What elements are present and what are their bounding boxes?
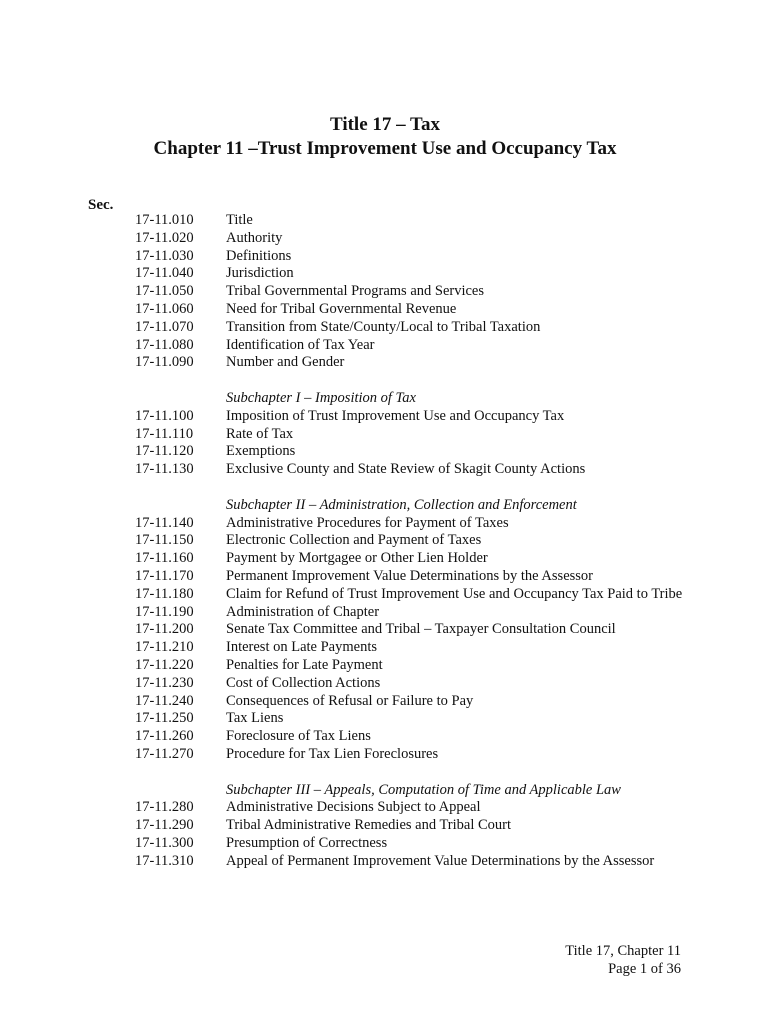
section-title: Exclusive County and State Review of Skagit County Actions	[226, 461, 586, 478]
section-title: Consequences of Refusal or Failure to Pay	[226, 692, 474, 709]
toc-entry	[0, 799, 770, 817]
toc-entry	[0, 693, 770, 711]
sec-label: Sec.	[88, 197, 114, 213]
section-number: 17-11.190	[135, 603, 194, 620]
subchapter-1-heading: Subchapter I – Imposition of Tax	[226, 389, 416, 406]
toc-entry	[0, 337, 770, 355]
footer-chapter: Title 17, Chapter 11	[565, 943, 681, 959]
toc-entry	[0, 283, 770, 301]
section-number: 17-11.170	[135, 567, 194, 584]
subchapter-2-heading: Subchapter II – Administration, Collection and Enforcement	[226, 496, 577, 513]
section-title: Definitions	[226, 247, 292, 264]
section-title: Foreclosure of Tax Liens	[226, 728, 371, 745]
toc-entry	[0, 604, 770, 622]
section-number: 17-11.120	[135, 443, 194, 460]
toc-entry	[0, 817, 770, 835]
toc-entry	[0, 621, 770, 639]
spacer	[0, 372, 770, 390]
section-title: Need for Tribal Governmental Revenue	[226, 300, 457, 317]
section-title: Tax Liens	[226, 710, 284, 727]
section-title: Tribal Administrative Remedies and Tribal Court	[226, 817, 512, 834]
toc-entry	[0, 550, 770, 568]
section-number: 17-11.210	[135, 639, 194, 656]
toc-entry	[0, 319, 770, 337]
toc-entry	[0, 835, 770, 853]
footer-page-number: Page 1 of 36	[608, 961, 681, 977]
toc-entry	[0, 230, 770, 248]
spacer	[0, 479, 770, 497]
section-title: Payment by Mortgagee or Other Lien Holder	[226, 550, 488, 567]
section-number: 17-11.290	[135, 817, 194, 834]
section-title: Identification of Tax Year	[226, 336, 375, 353]
section-title: Administration of Chapter	[226, 603, 380, 620]
toc-entry	[0, 248, 770, 266]
toc-entry	[0, 461, 770, 479]
toc-entry	[0, 426, 770, 444]
title-line-1: Title 17 – Tax	[330, 114, 440, 135]
section-number: 17-11.070	[135, 318, 194, 335]
toc-entry	[0, 728, 770, 746]
section-number: 17-11.140	[135, 514, 194, 531]
toc-group-subchapter-1	[0, 408, 770, 479]
section-title: Permanent Improvement Value Determinations by the Assessor	[226, 567, 593, 584]
toc-group-general	[0, 212, 770, 372]
section-title: Interest on Late Payments	[226, 639, 377, 656]
section-number: 17-11.080	[135, 336, 194, 353]
toc-group-subchapter-2	[0, 515, 770, 764]
section-title: Title	[226, 212, 253, 228]
section-title: Number and Gender	[226, 354, 345, 371]
section-title: Presumption of Correctness	[226, 834, 388, 851]
section-number: 17-11.060	[135, 300, 194, 317]
section-number: 17-11.150	[135, 532, 194, 549]
section-number: 17-11.020	[135, 229, 194, 246]
toc-entry	[0, 408, 770, 426]
section-number: 17-11.230	[135, 674, 194, 691]
toc-entry	[0, 853, 770, 871]
section-number: 17-11.270	[135, 745, 194, 762]
section-title: Jurisdiction	[226, 265, 294, 282]
section-number: 17-11.310	[135, 852, 194, 869]
section-title: Exemptions	[226, 443, 296, 460]
toc-group-subchapter-3	[0, 799, 770, 870]
section-title: Rate of Tax	[226, 425, 294, 442]
spacer	[0, 764, 770, 782]
toc-entry	[0, 746, 770, 764]
section-number: 17-11.050	[135, 283, 194, 300]
section-title: Imposition of Trust Improvement Use and Occupancy Tax	[226, 407, 565, 424]
section-number: 17-11.250	[135, 710, 194, 727]
toc-entry	[0, 515, 770, 533]
section-title: Authority	[226, 229, 283, 246]
toc-entry	[0, 639, 770, 657]
table-of-contents	[0, 212, 770, 870]
section-number: 17-11.300	[135, 834, 194, 851]
section-number: 17-11.130	[135, 461, 194, 478]
section-title: Senate Tax Committee and Tribal – Taxpayer Consultation Council	[226, 621, 616, 638]
section-title: Procedure for Tax Lien Foreclosures	[226, 745, 439, 762]
toc-entry	[0, 675, 770, 693]
section-number: 17-11.110	[135, 425, 194, 442]
toc-entry	[0, 710, 770, 728]
section-number: 17-11.040	[135, 265, 194, 282]
toc-entry	[0, 265, 770, 283]
section-title: Claim for Refund of Trust Improvement Use and Occupancy Tax Paid to Tribe	[226, 585, 683, 602]
section-title: Tribal Governmental Programs and Services	[226, 283, 484, 300]
section-number: 17-11.240	[135, 692, 194, 709]
section-number: 17-11.030	[135, 247, 194, 264]
section-number: 17-11.280	[135, 799, 194, 816]
section-title: Administrative Procedures for Payment of Taxes	[226, 514, 509, 531]
title-line-2: Chapter 11 –Trust Improvement Use and Occupancy Tax	[153, 138, 617, 159]
toc-entry	[0, 532, 770, 550]
toc-entry	[0, 657, 770, 675]
section-title: Appeal of Permanent Improvement Value Determinations by the Assessor	[226, 852, 655, 869]
section-number: 17-11.180	[135, 585, 194, 602]
section-title: Electronic Collection and Payment of Taxes	[226, 532, 482, 549]
section-title: Penalties for Late Payment	[226, 656, 383, 673]
section-number: 17-11.100	[135, 407, 194, 424]
section-number: 17-11.260	[135, 728, 194, 745]
section-number: 17-11.160	[135, 550, 194, 567]
section-title: Transition from State/County/Local to Tribal Taxation	[226, 318, 541, 335]
subchapter-3-heading: Subchapter III – Appeals, Computation of Time and Applicable Law	[226, 781, 621, 798]
toc-entry	[0, 212, 770, 230]
toc-entry	[0, 301, 770, 319]
section-number: 17-11.010	[135, 212, 194, 228]
section-title: Administrative Decisions Subject to Appeal	[226, 799, 481, 816]
section-number: 17-11.200	[135, 621, 194, 638]
toc-entry	[0, 568, 770, 586]
toc-entry	[0, 586, 770, 604]
section-number: 17-11.090	[135, 354, 194, 371]
toc-entry	[0, 354, 770, 372]
section-number: 17-11.220	[135, 656, 194, 673]
page-footer	[565, 942, 681, 978]
section-title: Cost of Collection Actions	[226, 674, 381, 691]
toc-entry	[0, 443, 770, 461]
